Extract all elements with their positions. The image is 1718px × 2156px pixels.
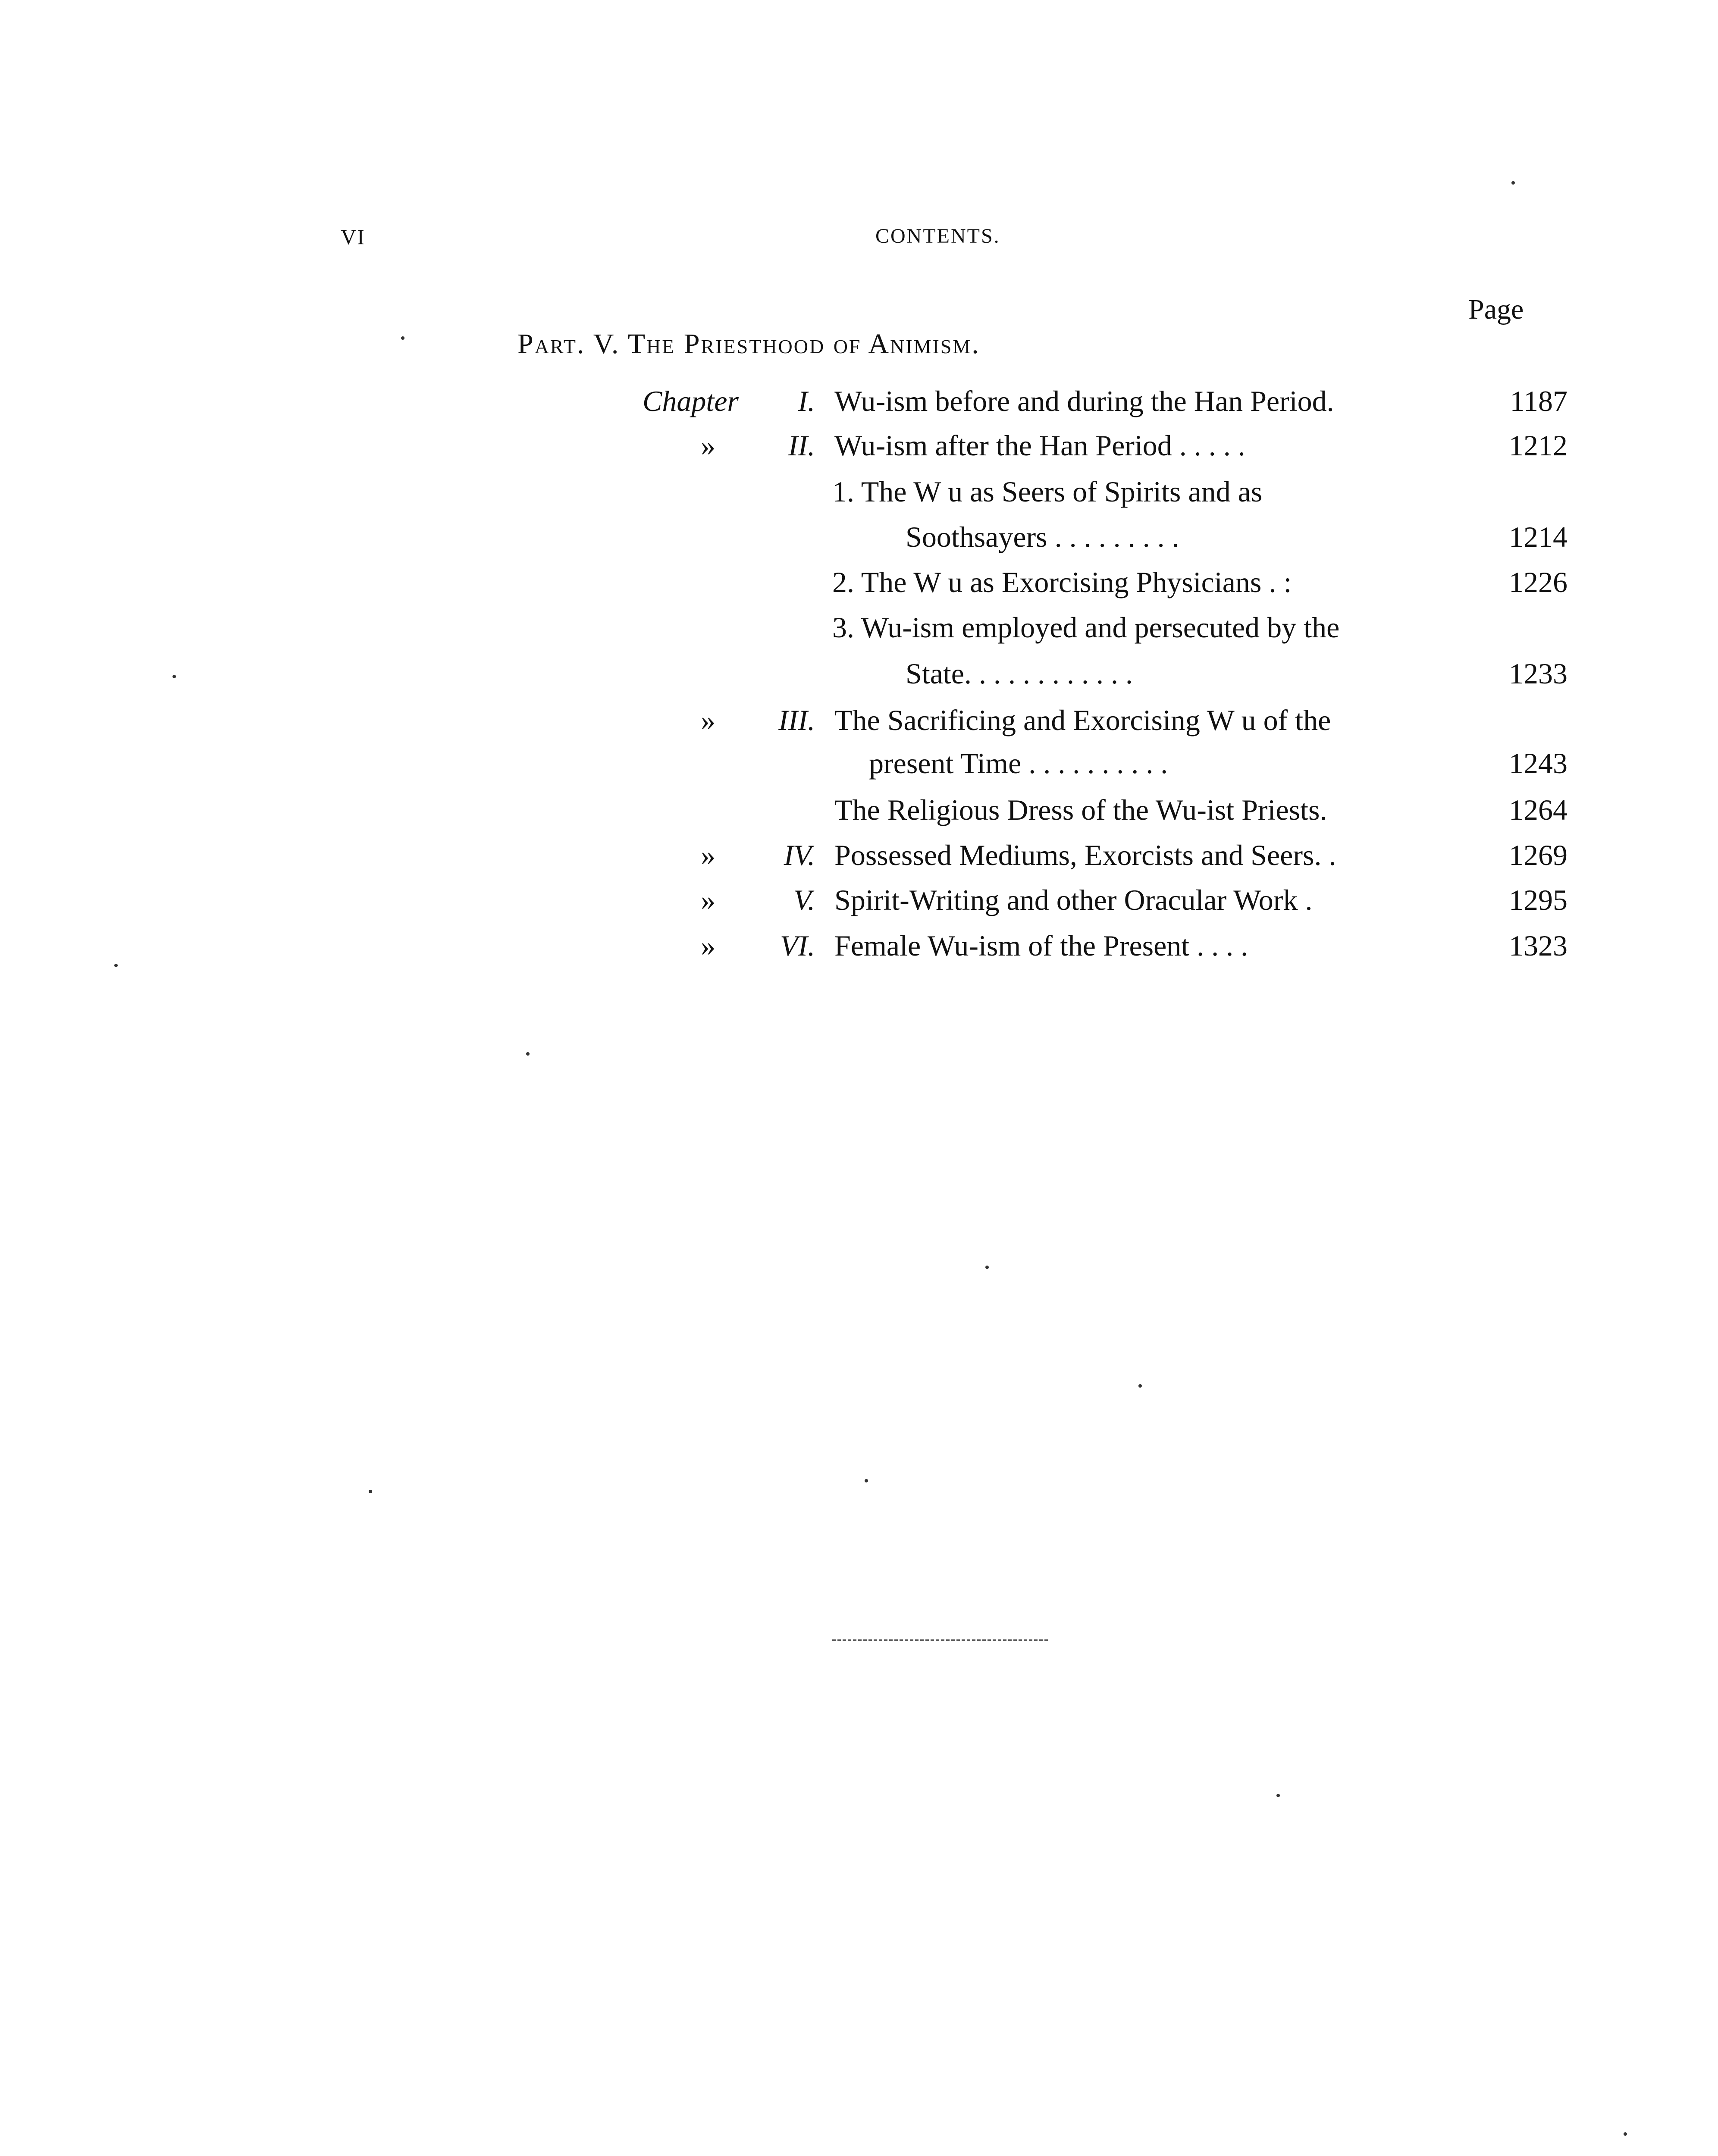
toc-ditto-mark: » xyxy=(701,429,715,462)
toc-line xyxy=(0,424,1718,467)
scan-speck xyxy=(1624,2132,1627,2136)
toc-line xyxy=(0,606,1718,649)
toc-page-number: 1212 xyxy=(1509,429,1568,462)
scan-speck xyxy=(865,1479,868,1482)
toc-entry-title: Wu-ism after the Han Period . . . . . xyxy=(834,429,1245,462)
toc-page-number: 1243 xyxy=(1509,747,1568,780)
toc-ditto-mark: » xyxy=(701,884,715,916)
toc-page-number: 1264 xyxy=(1509,793,1568,826)
toc-ditto-mark: » xyxy=(701,929,715,962)
page-folio: VI xyxy=(341,225,365,249)
toc-entry-title: Wu-ism before and during the Han Period. xyxy=(834,385,1334,417)
scan-speck xyxy=(985,1266,989,1269)
toc-entry-title: The Religious Dress of the Wu-ist Priests. xyxy=(834,793,1327,826)
toc-chapter-number: II. xyxy=(788,429,815,462)
toc-line xyxy=(0,515,1718,558)
scan-speck xyxy=(526,1052,530,1056)
toc-entry-title: State. . . . . . . . . . . . xyxy=(906,657,1133,690)
part-heading: Part. V. The Priesthood of Animism. xyxy=(517,328,980,360)
toc-page-number: 1214 xyxy=(1509,520,1568,553)
toc-line xyxy=(0,379,1718,423)
toc-entry-title: 2. The W u as Exorcising Physicians . : xyxy=(832,566,1292,599)
scan-speck xyxy=(172,675,176,678)
toc-line xyxy=(0,561,1718,604)
toc-entry-title: Spirit-Writing and other Oracular Work . xyxy=(834,884,1313,916)
toc-line xyxy=(0,788,1718,831)
page-column-label: Page xyxy=(1468,294,1524,325)
toc-line xyxy=(0,878,1718,921)
toc-line xyxy=(0,470,1718,513)
toc-ditto-mark: » xyxy=(701,704,715,736)
scan-speck xyxy=(401,336,404,340)
toc-entry-title: Soothsayers . . . . . . . . . xyxy=(906,520,1179,553)
toc-line xyxy=(0,742,1718,785)
toc-page-number: 1187 xyxy=(1510,385,1568,417)
toc-line xyxy=(0,699,1718,742)
toc-line xyxy=(0,834,1718,877)
toc-chapter-number: I. xyxy=(798,385,815,417)
scan-dash-mark xyxy=(832,1639,1048,1643)
running-head-title: CONTENTS. xyxy=(875,225,1000,248)
scan-speck xyxy=(369,1490,372,1493)
scan-speck xyxy=(1511,181,1515,185)
toc-page-number: 1295 xyxy=(1509,884,1568,916)
toc-entry-title: Female Wu-ism of the Present . . . . xyxy=(834,929,1248,962)
toc-entry-title: 3. Wu-ism employed and persecuted by the xyxy=(832,611,1340,644)
toc-chapter-number: VI. xyxy=(780,929,815,962)
scan-speck xyxy=(1276,1794,1280,1797)
toc-chapter-number: V. xyxy=(793,884,815,916)
scan-speck xyxy=(1138,1384,1142,1388)
toc-chapter-number: III. xyxy=(778,704,815,736)
toc-page-number: 1323 xyxy=(1509,929,1568,962)
toc-page-number: 1269 xyxy=(1509,839,1568,871)
toc-page-number: 1233 xyxy=(1509,657,1568,690)
toc-ditto-mark: » xyxy=(701,839,715,871)
toc-line xyxy=(0,652,1718,695)
toc-chapter-label: Chapter xyxy=(643,385,739,417)
toc-entry-title: The Sacrificing and Exorcising W u of the xyxy=(834,704,1331,736)
toc-entry-title: 1. The W u as Seers of Spirits and as xyxy=(832,475,1263,508)
toc-page-number: 1226 xyxy=(1509,566,1568,599)
toc-entry-title: present Time . . . . . . . . . . xyxy=(869,747,1168,780)
running-head xyxy=(0,224,1718,259)
scan-speck xyxy=(114,964,118,967)
toc-entry-title: Possessed Mediums, Exorcists and Seers. . xyxy=(834,839,1336,871)
toc-line xyxy=(0,924,1718,967)
toc-chapter-number: IV. xyxy=(784,839,815,871)
